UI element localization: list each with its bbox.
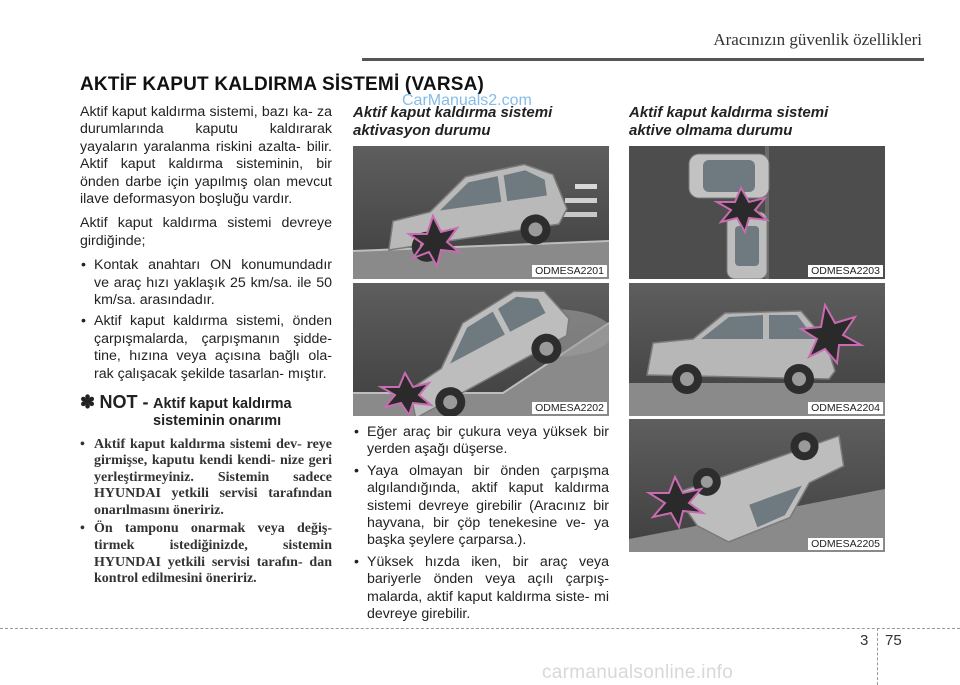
list-item: • Yüksek hızda iken, bir araç veya bariyerle önden veya açılı çarpış- malarda, aktif kaput kaldırma siste- mi devreye girebilir. xyxy=(353,554,609,624)
watermark: CarManuals2.com xyxy=(402,92,532,109)
page-number: 75 xyxy=(885,632,902,649)
activation-list-column xyxy=(353,424,609,630)
heading-line: aktivasyon durumu xyxy=(353,122,491,139)
list-item: • Kontak anahtarı ON konumundadır ve araç hızı yaklaşık 25 km/sa. ile 50 km/sa. arasındadır. xyxy=(80,257,332,309)
note-title-line1: Aktif kaput kaldırma xyxy=(153,396,292,413)
section-number: 3 xyxy=(860,632,869,649)
chapter-title: Aracınızın güvenlik özellikleri xyxy=(713,30,922,49)
heading-line: aktive olmama durumu xyxy=(629,122,793,139)
condition-list xyxy=(80,257,332,383)
side-impact-illustration xyxy=(629,283,885,416)
footer-watermark: carmanualsonline.info xyxy=(542,662,734,683)
intro-paragraph: Aktif kaput kaldırma sistemi, bazı ka- za durumlarında kaputu kaldırarak yayaların yaralanma riskini azalta- bilir. Aktif kaput kaldırma sisteminin, bir önden darbe için yapılmış olan mevcut ilave deformasyon boşluğu vardır. xyxy=(80,104,332,208)
note-heading xyxy=(80,393,332,413)
activation-paragraph: Aktif kaput kaldırma sistemi devreye girdiğinde; xyxy=(80,215,332,249)
figure-code: ODMESA2202 xyxy=(532,402,607,414)
list-item: • Ön tamponu onarmak veya değiş- tirmek istediğinizde, sistemin HYUNDAI yetkili servisi tarafın- dan kontrol edilmesini öneririz. xyxy=(80,521,332,587)
figure-code: ODMESA2204 xyxy=(808,402,883,414)
car-drop-illustration xyxy=(353,146,609,279)
note-symbol-icon: ✽ xyxy=(80,392,96,413)
car-slope-illustration xyxy=(353,283,609,416)
heading-line: Aktif kaput kaldırma sistemi xyxy=(353,104,553,121)
activation-heading xyxy=(353,104,609,140)
figure-code: ODMESA2203 xyxy=(808,265,883,277)
left-column xyxy=(80,104,332,595)
list-item: • Aktif kaput kaldırma sistemi dev- reye girmişse, kaputu kendi kendi- nize geri yerleştirmeyiniz. Sistemin sadece HYUNDAI yetkili servisi tarafından onarılmasını öneririz. xyxy=(80,437,332,520)
figure-side-impact xyxy=(629,283,885,416)
note-title-line2: sisteminin onarımı xyxy=(153,413,282,430)
non-activation-heading xyxy=(629,104,885,140)
note-label: NOT - xyxy=(99,392,149,413)
list-item: • Eğer araç bir çukura veya yüksek bir yerden aşağı düşerse. xyxy=(353,424,609,459)
figure-rear-impact xyxy=(629,146,885,279)
figure-code: ODMESA2201 xyxy=(532,265,607,277)
list-item: • Aktif kaput kaldırma sistemi, önden çarpışmalarda, çarpışmanın şidde- tine, hızına veya açısına bağlı ola- rak çalışacak şekilde tasarlan- mıştır. xyxy=(80,313,332,383)
header-rule xyxy=(362,58,924,61)
footer-rule xyxy=(0,628,960,629)
rollover-illustration xyxy=(629,419,885,552)
rear-impact-illustration xyxy=(629,146,885,279)
figure-car-drop xyxy=(353,146,609,279)
figure-code: ODMESA2205 xyxy=(808,538,883,550)
section-title: AKTİF KAPUT KALDIRMA SİSTEMİ (VARSA) xyxy=(80,74,485,95)
activation-list xyxy=(353,424,609,623)
figure-rollover xyxy=(629,419,885,552)
heading-line: Aktif kaput kaldırma sistemi xyxy=(629,104,829,121)
list-item: • Yaya olmayan bir önden çarpışma algılandığında, aktif kaput kaldırma sistemi devreye girebilir (Aracınız bir hayvana, bir çöp tenekesine ve- ya başka şeylere çarparsa.). xyxy=(353,463,609,550)
footer-divider xyxy=(877,628,878,685)
figure-car-slope xyxy=(353,283,609,416)
note-list xyxy=(80,437,332,588)
